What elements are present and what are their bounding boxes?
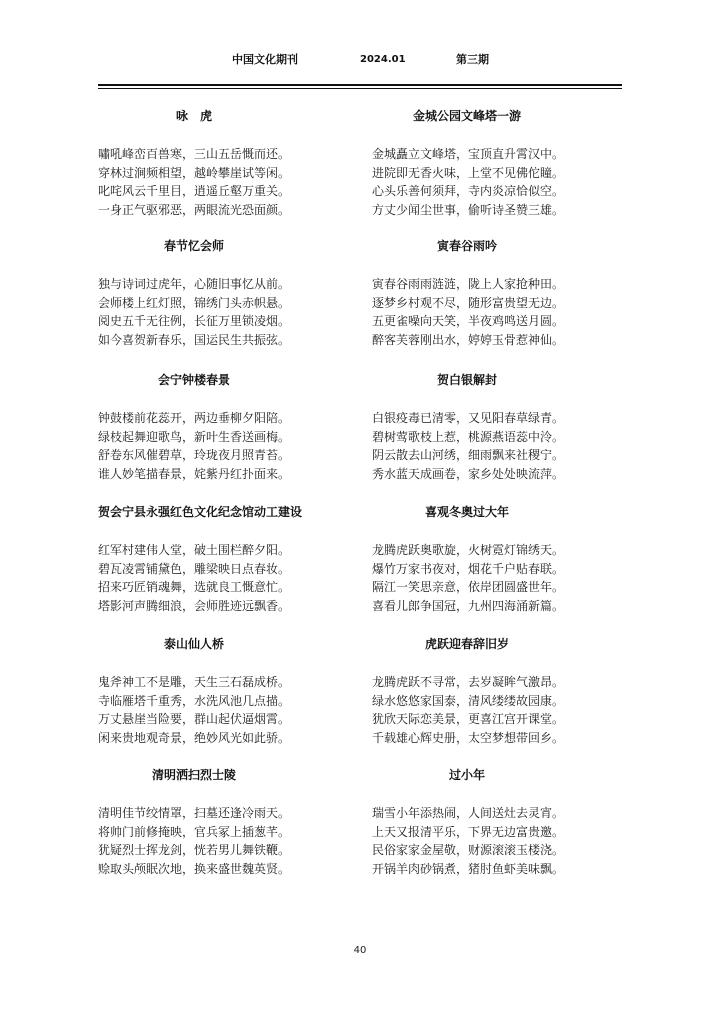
poem-line: 方丈少闻尘世事，偷听诗圣赞三雄。 <box>372 202 565 217</box>
poem-line: 招来巧匠销魂舞，选就良工慨意忙。 <box>98 580 291 595</box>
poem-line: 五更雀噪向天笑，半夜鸡鸣送月圆。 <box>372 314 565 329</box>
poem-body <box>372 409 565 483</box>
page-number: 40 <box>353 945 367 956</box>
poem-body <box>98 804 290 878</box>
poem-line: 万丈悬崖当险要，群山起伏逼烟霄。 <box>98 712 291 727</box>
poem-line: 寅春谷雨雨涟涟，陇上人家抢种田。 <box>372 277 565 291</box>
poem <box>372 637 565 747</box>
poem-line: 民俗家家金屋敬，财源滚滚玉楼浇。 <box>372 843 565 858</box>
poem-line: 心头乐善何须拜，寺内炎凉恰似空。 <box>372 184 565 199</box>
poem-line: 碧树莺歌枝上惹，桃源燕语蕊中泠。 <box>372 429 565 444</box>
poem-line: 秀水蓝天成画卷，家乡处处映流萍。 <box>372 466 565 481</box>
poem <box>98 239 290 349</box>
poem-line: 如今喜贺新春乐，国运民生共振弦。 <box>98 332 291 347</box>
poem-title: 贺会宁县永强红色文化纪念馆动工建设 <box>98 505 303 519</box>
poem-line: 开锅羊肉砂锅煮，猪肘鱼虾美味飘。 <box>372 861 565 876</box>
poem-line: 碧瓦凌霄铺黛色，雕梁映日点春妆。 <box>98 561 291 576</box>
poem-line: 绿枝起舞迎歌鸟，新叶生香送画梅。 <box>98 429 291 444</box>
poem-body <box>372 804 565 878</box>
poem-line: 红军村建伟人堂，破土围栏醉夕阳。 <box>98 543 291 557</box>
poem <box>98 505 303 615</box>
poem-body <box>98 275 290 349</box>
poem-line: 千载雄心辉史册，太空梦想带回乡。 <box>372 730 565 745</box>
poem-line: 一身正气驱邪恶，两眼流光恐面颜。 <box>98 202 291 217</box>
journal-name: 中国文化期刊 <box>232 53 298 66</box>
poem <box>98 109 290 219</box>
issue-date: 2024.01 <box>360 54 406 65</box>
poem <box>98 768 290 878</box>
poem-title: 金城公园文峰塔一游 <box>412 109 521 123</box>
poem-line: 金城矗立文峰塔，宝顶直升霄汉中。 <box>372 147 565 161</box>
poem-title: 咏 虎 <box>175 109 212 123</box>
poem-line: 清明佳节绞情罩，扫墓还逢冷雨天。 <box>98 806 291 820</box>
poem-title: 泰山仙人桥 <box>163 637 224 651</box>
poem-line: 绿水悠悠家国泰，清风缕缕故园康。 <box>372 693 565 708</box>
poem-title: 贺白银解封 <box>436 373 497 387</box>
poem-title: 春节忆会师 <box>163 239 224 253</box>
poem-line: 醉客芙蓉刚出水，婷婷玉骨惹神仙。 <box>372 332 565 347</box>
poem-line: 逐梦乡村观不尽，随形富贵望无边。 <box>372 295 565 310</box>
poem-line: 龙腾虎跃不寻常，去岁凝眸气激昂。 <box>372 675 565 689</box>
poem <box>372 768 565 878</box>
poem-line: 爆竹万家书夜对，烟花千户贴春联。 <box>372 561 565 576</box>
poem-title: 会宁钟楼春景 <box>157 373 230 387</box>
poem <box>98 637 290 747</box>
poem-line: 阅史五千无往例，长征万里锁凌烟。 <box>98 314 291 329</box>
poem-line: 上天又报清平乐，下界无边富贵邀。 <box>372 824 565 839</box>
poem-body <box>98 409 290 483</box>
poem-line: 龙腾虎跃奥歌旋，火树霓灯锦绣天。 <box>372 543 565 557</box>
poem-line: 赊取头颅眠次地，换来盛世魏英贤。 <box>98 861 291 876</box>
poem-title: 喜观冬奥过大年 <box>424 505 509 519</box>
poem-line: 谁人妙笔描春景，姹紫丹红扑面来。 <box>98 466 291 481</box>
poem-line: 瑞雪小年添热闹，人间送灶去灵宵。 <box>372 806 565 820</box>
poem-line: 喜看儿郎争国冠，九州四海涌新篇。 <box>372 598 565 613</box>
poem-body <box>98 541 290 615</box>
poem-line: 舒卷东风催碧草，玲珑夜月照青苔。 <box>98 448 291 463</box>
poem-line: 会师楼上红灯照，锦绣门头赤帜悬。 <box>98 295 291 310</box>
poem-line: 阴云散去山河绣，细雨飘来社稷宁。 <box>372 448 565 463</box>
poem <box>98 373 290 483</box>
poem <box>372 373 565 483</box>
poem-line: 白银疫毒已清零，又见阳春草绿青。 <box>372 411 565 425</box>
poem <box>372 239 565 349</box>
poem-line: 进院即无香火味，上堂不见佛佗瞳。 <box>372 165 565 180</box>
poem-title: 清明洒扫烈士陵 <box>151 768 236 782</box>
poem-title: 虎跃迎春辞旧岁 <box>424 637 509 651</box>
poem-line: 闲来贵地观奇景，绝妙风光如此骄。 <box>98 730 291 745</box>
poem-body <box>98 673 290 747</box>
poem-title: 过小年 <box>448 768 485 782</box>
header-rule-thick <box>98 84 622 86</box>
poem-line: 鬼斧神工不是雕，天生三石磊成桥。 <box>98 675 291 689</box>
poem-line: 钟鼓楼前花蕊开，两边垂柳夕阳陪。 <box>98 411 291 425</box>
header-rule-thin <box>98 88 622 89</box>
poem-body <box>372 145 565 219</box>
poem-body <box>372 673 565 747</box>
poem-body <box>372 541 565 615</box>
poem-line: 嘯吼峰峦百兽寒，三山五岳慨而还。 <box>98 147 291 161</box>
poem-line: 独与诗词过虎年，心随旧事忆从前。 <box>98 277 291 291</box>
poem-body <box>98 145 290 219</box>
poem-line: 塔影河声腾细浪，会师胜迹远飘香。 <box>98 598 291 613</box>
poem-line: 穿林过涧频相望，越岭攀崖试等闲。 <box>98 165 291 180</box>
poem <box>372 505 565 615</box>
poem-line: 将帅门前修掩映，官兵冢上插葱芊。 <box>98 824 291 839</box>
poem-line: 犹疑烈士挥龙剑，恍若男儿舞铁鞭。 <box>98 843 291 858</box>
poem-body <box>372 275 565 349</box>
poem-line: 犹欣天际恋美景，更喜江宫开课堂。 <box>372 712 565 727</box>
issue-number: 第三期 <box>456 53 489 66</box>
poem <box>372 109 565 219</box>
poem-line: 寺临雁塔千重秀，水洗风池几点描。 <box>98 693 291 708</box>
poem-title: 寅春谷雨吟 <box>436 239 497 253</box>
poem-line: 隔江一笑思亲意，依岸团圆盛世年。 <box>372 580 565 595</box>
poem-line: 叱咤风云千里目，逍遥丘壑万重关。 <box>98 184 291 199</box>
